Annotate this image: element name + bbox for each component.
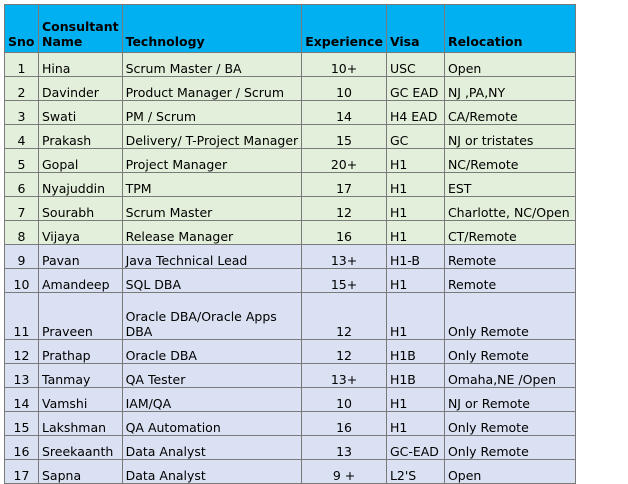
table-row bbox=[5, 388, 576, 412]
cell-consultant-name[interactable]: Davinder bbox=[39, 77, 123, 101]
cell-experience[interactable]: 14 bbox=[302, 101, 387, 125]
cell-technology[interactable]: Data Analyst bbox=[122, 436, 302, 460]
cell-consultant-name[interactable]: Tanmay bbox=[39, 364, 123, 388]
table-row bbox=[5, 340, 576, 364]
cell-relocation[interactable]: Charlotte, NC/Open bbox=[444, 197, 575, 221]
table-row bbox=[5, 173, 576, 197]
cell-technology[interactable]: Scrum Master bbox=[122, 197, 302, 221]
consultant-table bbox=[4, 4, 576, 484]
cell-visa[interactable]: H1 bbox=[386, 388, 444, 412]
cell-visa[interactable]: H1 bbox=[386, 412, 444, 436]
cell-technology[interactable]: SQL DBA bbox=[122, 269, 302, 293]
cell-consultant-name[interactable]: Pavan bbox=[39, 245, 123, 269]
cell-visa[interactable]: H1 bbox=[386, 197, 444, 221]
cell-visa[interactable]: H1 bbox=[386, 149, 444, 173]
cell-sno[interactable]: 13 bbox=[5, 364, 39, 388]
cell-sno[interactable]: 14 bbox=[5, 388, 39, 412]
table-row bbox=[5, 412, 576, 436]
cell-technology[interactable]: QA Tester bbox=[122, 364, 302, 388]
cell-sno[interactable]: 7 bbox=[5, 197, 39, 221]
cell-visa[interactable]: H1B bbox=[386, 340, 444, 364]
cell-relocation[interactable]: Remote bbox=[444, 269, 575, 293]
header-row bbox=[5, 5, 576, 53]
cell-relocation[interactable]: NC/Remote bbox=[444, 149, 575, 173]
cell-sno[interactable]: 1 bbox=[5, 53, 39, 77]
cell-visa[interactable]: H1-B bbox=[386, 245, 444, 269]
cell-experience[interactable]: 20+ bbox=[302, 149, 387, 173]
cell-consultant-name[interactable]: Sapna bbox=[39, 460, 123, 484]
cell-relocation[interactable]: Open bbox=[444, 53, 575, 77]
cell-technology[interactable]: Project Manager bbox=[122, 149, 302, 173]
cell-consultant-name[interactable]: Sreekaanth bbox=[39, 436, 123, 460]
cell-visa[interactable]: H1 bbox=[386, 293, 444, 340]
cell-sno[interactable]: 3 bbox=[5, 101, 39, 125]
cell-technology[interactable]: Data Analyst bbox=[122, 460, 302, 484]
cell-sno[interactable]: 17 bbox=[5, 460, 39, 484]
cell-experience[interactable]: 17 bbox=[302, 173, 387, 197]
cell-experience[interactable]: 10 bbox=[302, 388, 387, 412]
cell-sno[interactable]: 15 bbox=[5, 412, 39, 436]
cell-technology[interactable]: Delivery/ T-Project Manager bbox=[122, 125, 302, 149]
cell-visa[interactable]: L2'S bbox=[386, 460, 444, 484]
cell-technology[interactable]: Product Manager / Scrum bbox=[122, 77, 302, 101]
cell-sno[interactable]: 12 bbox=[5, 340, 39, 364]
cell-visa[interactable]: H1 bbox=[386, 173, 444, 197]
cell-consultant-name[interactable]: Gopal bbox=[39, 149, 123, 173]
cell-technology[interactable]: Scrum Master / BA bbox=[122, 53, 302, 77]
table-row bbox=[5, 149, 576, 173]
header-sno[interactable]: Sno bbox=[5, 5, 39, 53]
table-row bbox=[5, 53, 576, 77]
cell-experience[interactable]: 15+ bbox=[302, 269, 387, 293]
table-row bbox=[5, 436, 576, 460]
cell-relocation[interactable]: CA/Remote bbox=[444, 101, 575, 125]
cell-visa[interactable]: GC-EAD bbox=[386, 436, 444, 460]
table-row bbox=[5, 460, 576, 484]
cell-technology[interactable]: PM / Scrum bbox=[122, 101, 302, 125]
cell-relocation[interactable]: NJ or Remote bbox=[444, 388, 575, 412]
header-visa[interactable]: Visa bbox=[386, 5, 444, 53]
table-row bbox=[5, 197, 576, 221]
cell-experience[interactable]: 10+ bbox=[302, 53, 387, 77]
cell-consultant-name[interactable]: Lakshman bbox=[39, 412, 123, 436]
cell-sno[interactable]: 5 bbox=[5, 149, 39, 173]
cell-experience[interactable]: 16 bbox=[302, 221, 387, 245]
cell-sno[interactable]: 4 bbox=[5, 125, 39, 149]
cell-technology[interactable]: TPM bbox=[122, 173, 302, 197]
cell-technology[interactable]: Java Technical Lead bbox=[122, 245, 302, 269]
cell-experience[interactable]: 9 + bbox=[302, 460, 387, 484]
cell-relocation[interactable]: Remote bbox=[444, 245, 575, 269]
cell-consultant-name[interactable]: Prathap bbox=[39, 340, 123, 364]
header-experience[interactable]: Experience bbox=[302, 5, 387, 53]
cell-consultant-name[interactable]: Amandeep bbox=[39, 269, 123, 293]
cell-technology[interactable]: Release Manager bbox=[122, 221, 302, 245]
cell-relocation[interactable]: Only Remote bbox=[444, 436, 575, 460]
table-row bbox=[5, 245, 576, 269]
cell-consultant-name[interactable]: Vamshi bbox=[39, 388, 123, 412]
cell-relocation[interactable]: EST bbox=[444, 173, 575, 197]
cell-consultant-name[interactable]: Swati bbox=[39, 101, 123, 125]
table-row bbox=[5, 77, 576, 101]
cell-experience[interactable]: 13+ bbox=[302, 364, 387, 388]
cell-visa[interactable]: USC bbox=[386, 53, 444, 77]
cell-consultant-name[interactable]: Hina bbox=[39, 53, 123, 77]
cell-experience[interactable]: 12 bbox=[302, 340, 387, 364]
table-row bbox=[5, 293, 576, 340]
cell-sno[interactable]: 8 bbox=[5, 221, 39, 245]
cell-consultant-name[interactable]: Nyajuddin bbox=[39, 173, 123, 197]
cell-sno[interactable]: 16 bbox=[5, 436, 39, 460]
cell-sno[interactable]: 2 bbox=[5, 77, 39, 101]
cell-sno[interactable]: 9 bbox=[5, 245, 39, 269]
cell-sno[interactable]: 11 bbox=[5, 293, 39, 340]
table-row bbox=[5, 269, 576, 293]
cell-visa[interactable]: H1 bbox=[386, 269, 444, 293]
cell-relocation[interactable]: NJ or tristates bbox=[444, 125, 575, 149]
table-row bbox=[5, 364, 576, 388]
cell-visa[interactable]: GC bbox=[386, 125, 444, 149]
cell-visa[interactable]: H1 bbox=[386, 221, 444, 245]
cell-relocation[interactable]: NJ ,PA,NY bbox=[444, 77, 575, 101]
table-row bbox=[5, 221, 576, 245]
cell-experience[interactable]: 16 bbox=[302, 412, 387, 436]
cell-relocation[interactable]: Only Remote bbox=[444, 340, 575, 364]
cell-visa[interactable]: H4 EAD bbox=[386, 101, 444, 125]
header-relocation[interactable]: Relocation bbox=[444, 5, 575, 53]
cell-consultant-name[interactable]: Prakash bbox=[39, 125, 123, 149]
cell-relocation[interactable]: Open bbox=[444, 460, 575, 484]
table-body bbox=[5, 53, 576, 484]
cell-experience[interactable]: 13+ bbox=[302, 245, 387, 269]
cell-relocation[interactable]: Omaha,NE /Open bbox=[444, 364, 575, 388]
cell-experience[interactable]: 10 bbox=[302, 77, 387, 101]
cell-consultant-name[interactable]: Sourabh bbox=[39, 197, 123, 221]
cell-technology[interactable]: Oracle DBA bbox=[122, 340, 302, 364]
cell-relocation[interactable]: Only Remote bbox=[444, 412, 575, 436]
cell-technology[interactable]: Oracle DBA/Oracle Apps DBA bbox=[122, 293, 302, 340]
header-technology[interactable]: Technology bbox=[122, 5, 302, 53]
table-row bbox=[5, 101, 576, 125]
cell-experience[interactable]: 13 bbox=[302, 436, 387, 460]
cell-sno[interactable]: 6 bbox=[5, 173, 39, 197]
cell-relocation[interactable]: Only Remote bbox=[444, 293, 575, 340]
cell-consultant-name[interactable]: Praveen bbox=[39, 293, 123, 340]
table-row bbox=[5, 125, 576, 149]
cell-experience[interactable]: 15 bbox=[302, 125, 387, 149]
cell-experience[interactable]: 12 bbox=[302, 197, 387, 221]
cell-consultant-name[interactable]: Vijaya bbox=[39, 221, 123, 245]
cell-visa[interactable]: H1B bbox=[386, 364, 444, 388]
cell-relocation[interactable]: CT/Remote bbox=[444, 221, 575, 245]
cell-experience[interactable]: 12 bbox=[302, 293, 387, 340]
cell-visa[interactable]: GC EAD bbox=[386, 77, 444, 101]
cell-sno[interactable]: 10 bbox=[5, 269, 39, 293]
cell-technology[interactable]: QA Automation bbox=[122, 412, 302, 436]
cell-technology[interactable]: IAM/QA bbox=[122, 388, 302, 412]
header-consultant-name[interactable]: Consultant Name bbox=[39, 5, 123, 53]
